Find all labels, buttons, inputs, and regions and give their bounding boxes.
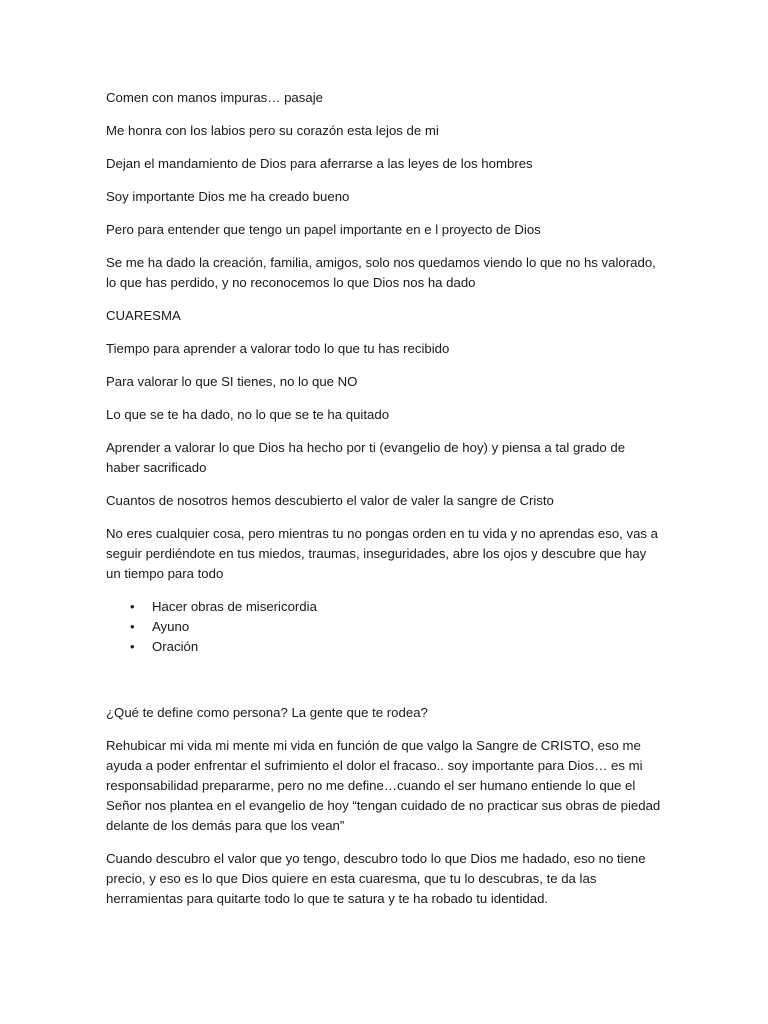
paragraph-passage: Comen con manos impuras… pasaje — [106, 90, 323, 105]
spacer — [106, 657, 661, 703]
document-page — [106, 88, 661, 922]
bullet-list — [106, 597, 661, 657]
bullet-icon: • — [130, 619, 135, 634]
paragraph-importante: Soy importante Dios me ha creado bueno — [106, 189, 350, 204]
paragraph-tiempo: Tiempo para aprender a valorar todo lo que tu has recibido — [106, 341, 450, 356]
paragraph-papel: Pero para entender que tengo un papel importante en e l proyecto de Dios — [106, 222, 541, 237]
list-item — [106, 617, 661, 637]
paragraph-mandamiento: Dejan el mandamiento de Dios para aferrarse a las leyes de los hombres — [106, 156, 533, 171]
list-item — [106, 597, 661, 617]
paragraph-dado: Lo que se te ha dado, no lo que se te ha quitado — [106, 407, 390, 422]
paragraph-aprender: Aprender a valorar lo que Dios ha hecho por ti (evangelio de hoy) y piensa a tal grado de haber sacrificado — [106, 440, 626, 475]
paragraph-rehubicar: Rehubicar mi vida mi mente mi vida en función de que valgo la Sangre de CRISTO, eso me ayuda a poder enfrentar el sufrimiento el dolor el fracaso.. soy importante para Dios… es mi responsabilidad prepararme, pero no me define…cuando el ser humano entiende lo que el Señor nos plantea en el evangelio de hoy “tengan cuidado de no practicar sus obras de piedad delante de los demás para que los vean” — [106, 738, 661, 833]
list-item — [106, 637, 661, 657]
list-item-text: Hacer obras de misericordia — [152, 599, 317, 614]
bullet-icon: • — [130, 639, 135, 654]
bullet-icon: • — [130, 599, 135, 614]
list-item-text: Oración — [152, 639, 199, 654]
paragraph-creacion: Se me ha dado la creación, familia, amigos, solo nos quedamos viendo lo que no hs valorado, lo que has perdido, y no reconocemos lo que Dios nos ha dado — [106, 255, 656, 290]
paragraph-question: ¿Qué te define como persona? La gente que te rodea? — [106, 705, 428, 720]
paragraph-cuantos: Cuantos de nosotros hemos descubierto el valor de valer la sangre de Cristo — [106, 493, 554, 508]
paragraph-valorar: Para valorar lo que SI tienes, no lo que NO — [106, 374, 358, 389]
heading-cuaresma: CUARESMA — [106, 308, 181, 323]
list-item-text: Ayuno — [152, 619, 190, 634]
paragraph-no-eres: No eres cualquier cosa, pero mientras tu no pongas orden en tu vida y no aprendas eso, vas a seguir perdiéndote en tus miedos, traumas, inseguridades, abre los ojos y descubre que hay un tiempo para todo — [106, 526, 659, 581]
paragraph-descubro: Cuando descubro el valor que yo tengo, descubro todo lo que Dios me hadado, eso no tiene precio, y eso es lo que Dios quiere en esta cuaresma, que tu lo descubras, te da las herramientas para quitarte todo lo que te satura y te ha robado tu identidad. — [106, 851, 646, 906]
paragraph-honra: Me honra con los labios pero su corazón esta lejos de mi — [106, 123, 439, 138]
